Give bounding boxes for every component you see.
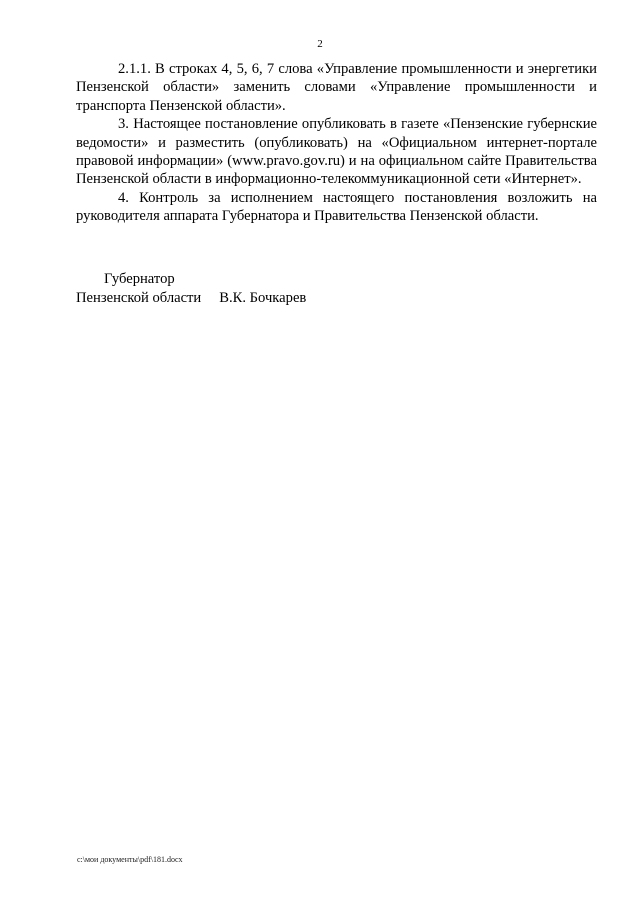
signature-title-line1: Губернатор bbox=[104, 271, 175, 287]
paragraph-2-1-1: 2.1.1. В строках 4, 5, 6, 7 слова «Управление промышленности и энергетики Пензенской области» заменить словами «Управление промышленности и транспорта Пензенской области». bbox=[76, 61, 597, 114]
signatory-name: В.К. Бочкарев bbox=[219, 290, 307, 306]
signature-title-line2: Пензенской области bbox=[76, 290, 202, 306]
document-body bbox=[76, 60, 597, 226]
paragraph-3: 3. Настоящее постановление опубликовать в газете «Пензенские губернские ведомости» и разместить (опубликовать) на «Официальном интернет-портале правовой информации» (www.pravo.gov.ru) и на официальном сайте Правительства Пензенской области в информационно-телекоммуникационной сети «Интернет». bbox=[76, 116, 597, 188]
signature-block bbox=[76, 270, 306, 308]
signature-line2 bbox=[76, 289, 306, 308]
footer-file-path: c:\мои документы\pdf\181.docx bbox=[77, 855, 183, 864]
paragraph-4: 4. Контроль за исполнением настоящего постановления возложить на руководителя аппарата Губернатора и Правительства Пензенской области. bbox=[76, 189, 597, 225]
page-number: 2 bbox=[317, 38, 323, 50]
